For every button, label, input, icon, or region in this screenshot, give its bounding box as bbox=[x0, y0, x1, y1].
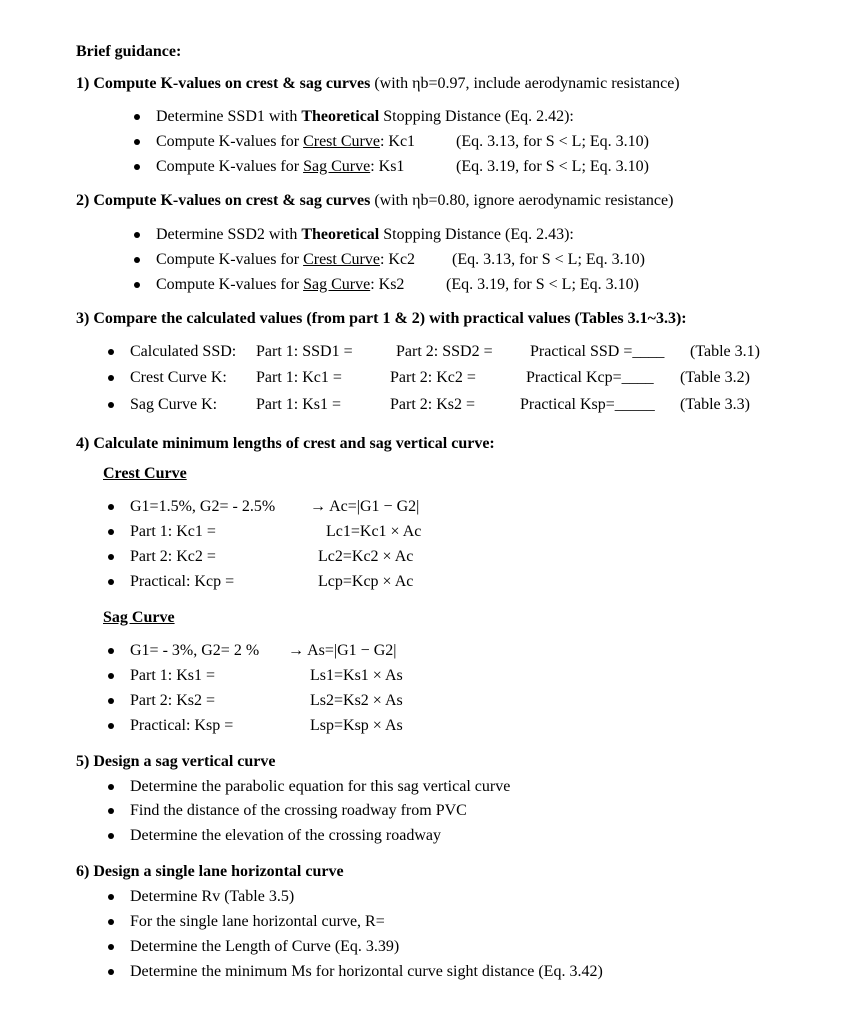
list-item: Determine SSD2 with Theoretical Stopping Distance (Eq. 2.43): bbox=[156, 226, 574, 243]
table-row-label: Crest Curve K: bbox=[130, 369, 227, 386]
equation-reference: (Eq. 3.13, for S < L; Eq. 3.10) bbox=[452, 251, 645, 268]
section-2-heading: 2) Compute K-values on crest & sag curves (with ηb=0.80, ignore aerodynamic resistance) bbox=[76, 192, 674, 209]
bullet-icon bbox=[134, 164, 140, 170]
bullet-icon bbox=[108, 648, 114, 654]
bullet-icon bbox=[108, 673, 114, 679]
table-cell: Practical Ksp=_____ bbox=[520, 396, 655, 413]
equation-reference: (Eq. 3.19, for S < L; Eq. 3.10) bbox=[456, 158, 649, 175]
bullet-icon bbox=[108, 349, 114, 355]
list-item: Compute K-values for Crest Curve: Kc2 bbox=[156, 251, 416, 268]
list-item: Determine the Length of Curve (Eq. 3.39) bbox=[130, 938, 400, 955]
table-cell: Part 1: Kc1 = bbox=[256, 369, 342, 386]
list-item: Determine the parabolic equation for this sag vertical curve bbox=[130, 778, 511, 795]
bullet-icon bbox=[108, 579, 114, 585]
list-item: Determine SSD1 with Theoretical Stopping Distance (Eq. 2.42): bbox=[156, 108, 574, 125]
formula: Lc2=Kc2 × Ac bbox=[318, 548, 414, 565]
list-item: Compute K-values for Sag Curve: Ks2 bbox=[156, 276, 405, 293]
equation-reference: (Eq. 3.19, for S < L; Eq. 3.10) bbox=[446, 276, 639, 293]
bullet-icon bbox=[108, 919, 114, 925]
formula: Ls2=Ks2 × As bbox=[310, 692, 403, 709]
crest-curve-title: Crest Curve bbox=[103, 465, 187, 482]
bullet-icon bbox=[134, 114, 140, 120]
table-cell: Practical Kcp=____ bbox=[526, 369, 654, 386]
bullet-icon bbox=[134, 232, 140, 238]
list-item: Determine Rv (Table 3.5) bbox=[130, 888, 295, 905]
bullet-icon bbox=[108, 375, 114, 381]
bullet-icon bbox=[108, 529, 114, 535]
section-4-heading: 4) Calculate minimum lengths of crest and sag vertical curve: bbox=[76, 435, 495, 452]
list-item: For the single lane horizontal curve, R= bbox=[130, 913, 385, 930]
section-5-heading: 5) Design a sag vertical curve bbox=[76, 753, 276, 770]
formula: Lcp=Kcp × Ac bbox=[318, 573, 414, 590]
table-reference: (Table 3.2) bbox=[680, 369, 750, 386]
bullet-icon bbox=[108, 698, 114, 704]
list-item: Determine the elevation of the crossing roadway bbox=[130, 827, 441, 844]
table-cell: Part 2: Ks2 = bbox=[390, 396, 476, 413]
table-cell: Practical SSD =____ bbox=[530, 343, 665, 360]
bullet-icon bbox=[108, 808, 114, 814]
formula: Lsp=Ksp × As bbox=[310, 717, 403, 734]
list-item: Compute K-values for Sag Curve: Ks1 bbox=[156, 158, 405, 175]
list-item: Part 1: Ks1 = bbox=[130, 667, 216, 684]
bullet-icon bbox=[108, 944, 114, 950]
list-item: G1=1.5%, G2= - 2.5% bbox=[130, 498, 276, 515]
section-1-heading: 1) Compute K-values on crest & sag curves (with ηb=0.97, include aerodynamic resistance) bbox=[76, 75, 680, 92]
list-item: Practical: Kcp = bbox=[130, 573, 235, 590]
formula: Lc1=Kc1 × Ac bbox=[326, 523, 422, 540]
bullet-icon bbox=[134, 257, 140, 263]
equation-reference: (Eq. 3.13, for S < L; Eq. 3.10) bbox=[456, 133, 649, 150]
table-cell: Part 1: SSD1 = bbox=[256, 343, 353, 360]
list-item: Part 2: Ks2 = bbox=[130, 692, 216, 709]
section-6-heading: 6) Design a single lane horizontal curve bbox=[76, 863, 344, 880]
bullet-icon bbox=[108, 833, 114, 839]
list-item: Part 1: Kc1 = bbox=[130, 523, 216, 540]
list-item: Find the distance of the crossing roadway from PVC bbox=[130, 802, 467, 819]
table-cell: Part 2: SSD2 = bbox=[396, 343, 493, 360]
table-cell: Part 2: Kc2 = bbox=[390, 369, 476, 386]
page-title: Brief guidance: bbox=[76, 43, 182, 60]
sag-curve-title: Sag Curve bbox=[103, 609, 175, 626]
bullet-icon bbox=[108, 723, 114, 729]
table-cell: Part 1: Ks1 = bbox=[256, 396, 342, 413]
table-reference: (Table 3.3) bbox=[680, 396, 750, 413]
bullet-icon bbox=[134, 282, 140, 288]
formula: → Ac=|G1 − G2| bbox=[310, 498, 420, 515]
table-row-label: Calculated SSD: bbox=[130, 343, 237, 360]
bullet-icon bbox=[108, 402, 114, 408]
bullet-icon bbox=[108, 894, 114, 900]
list-item: Determine the minimum Ms for horizontal curve sight distance (Eq. 3.42) bbox=[130, 963, 603, 980]
list-item: Compute K-values for Crest Curve: Kc1 bbox=[156, 133, 416, 150]
bullet-icon bbox=[108, 784, 114, 790]
list-item: G1= - 3%, G2= 2 % bbox=[130, 642, 260, 659]
list-item: Practical: Ksp = bbox=[130, 717, 234, 734]
section-3-heading: 3) Compare the calculated values (from part 1 & 2) with practical values (Tables 3.1~3.3): bbox=[76, 310, 687, 327]
formula: → As=|G1 − G2| bbox=[288, 642, 397, 659]
table-reference: (Table 3.1) bbox=[690, 343, 760, 360]
formula: Ls1=Ks1 × As bbox=[310, 667, 403, 684]
table-row-label: Sag Curve K: bbox=[130, 396, 218, 413]
bullet-icon bbox=[108, 554, 114, 560]
bullet-icon bbox=[108, 969, 114, 975]
list-item: Part 2: Kc2 = bbox=[130, 548, 216, 565]
bullet-icon bbox=[108, 504, 114, 510]
bullet-icon bbox=[134, 139, 140, 145]
